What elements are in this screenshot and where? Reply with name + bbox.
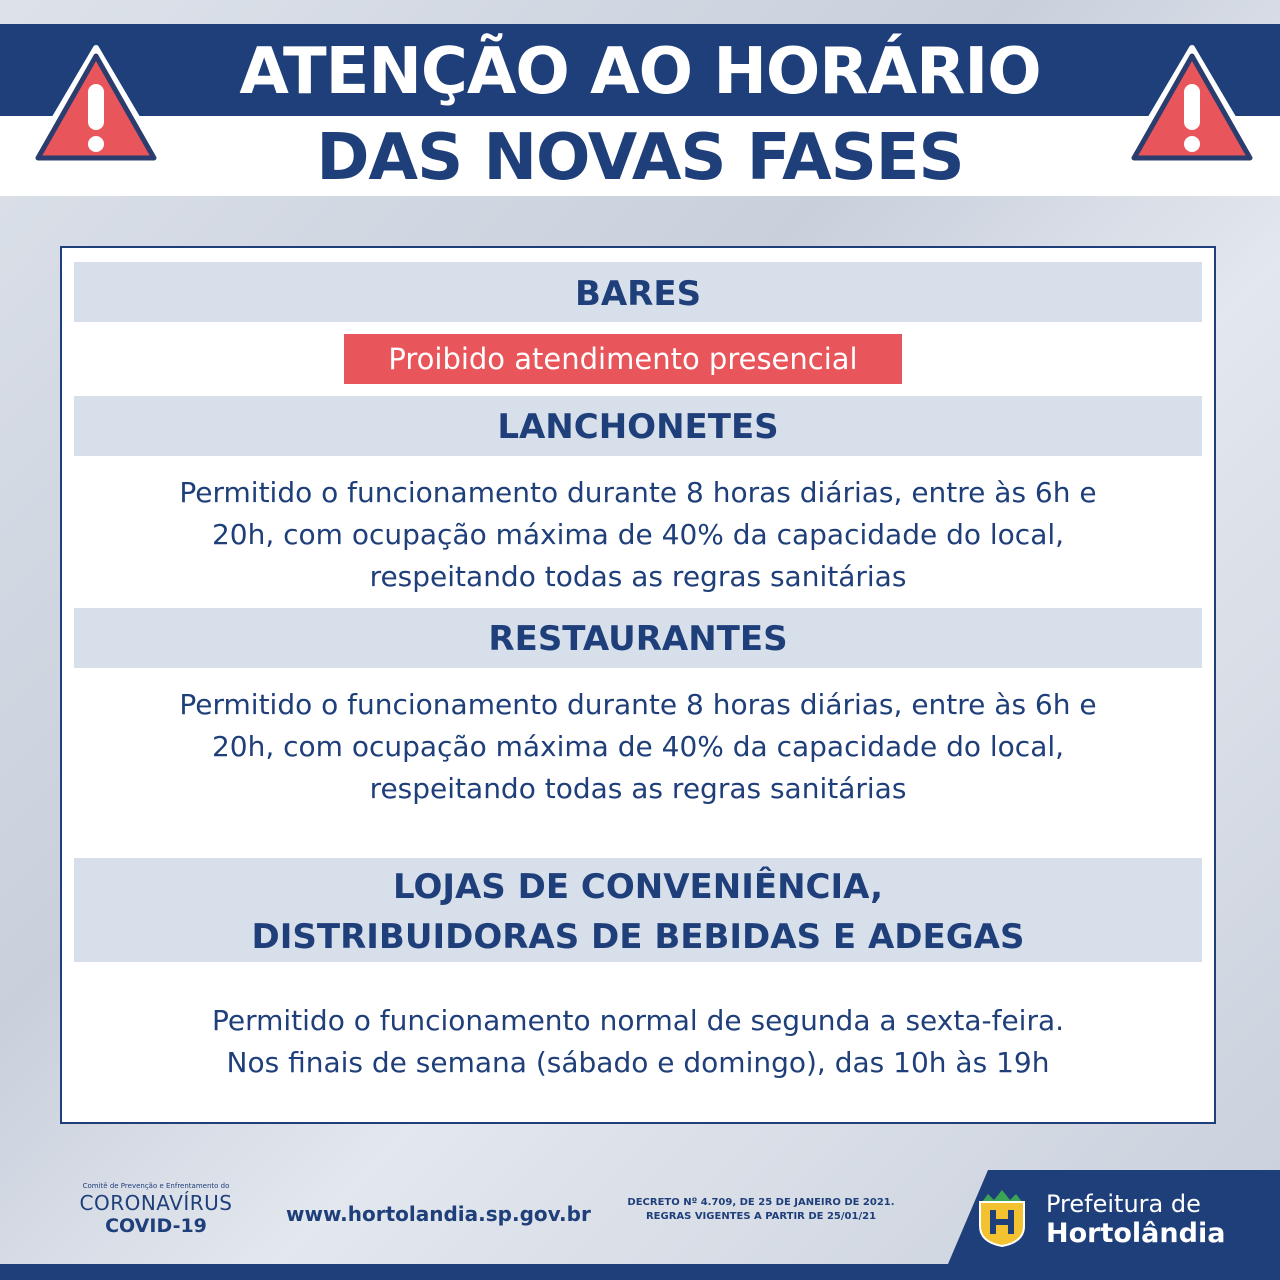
committee-small-text: Comitê de Prevenção e Enfrentamento do	[82, 1182, 230, 1190]
text-line: Permitido o funcionamento normal de segunda a sexta-feira.	[211, 1004, 1065, 1037]
heading-line: LOJAS DE CONVENIÊNCIA,	[392, 867, 884, 907]
city-crest-icon	[974, 1188, 1030, 1248]
page-title-line2: DAS NOVAS FASES	[316, 121, 964, 195]
text-line: Permitido o funcionamento durante 8 horas diárias, entre às 6h e	[179, 476, 1097, 509]
text-line: respeitando todas as regras sanitárias	[369, 560, 907, 593]
footer	[0, 1170, 1280, 1280]
prefeitura-line1: Prefeitura de	[1046, 1190, 1201, 1218]
committee-covid-text: COVID-19	[105, 1215, 207, 1237]
prefeitura-line2: Hortolândia	[1046, 1218, 1226, 1249]
section-heading-lanchonetes: LANCHONETES	[74, 396, 1202, 456]
text-line: Permitido o funcionamento durante 8 horas diárias, entre às 6h e	[179, 688, 1097, 721]
rules-card	[60, 246, 1216, 1124]
section-text-restaurantes	[74, 684, 1202, 810]
text-line: Nos finais de semana (sábado e domingo), das 10h às 19h	[226, 1046, 1050, 1079]
decree-note	[612, 1196, 910, 1224]
section-heading-lojas	[74, 858, 1202, 962]
text-line: 20h, com ocupação máxima de 40% da capacidade do local,	[211, 518, 1065, 551]
section-heading-bares: BARES	[74, 262, 1202, 322]
covid-committee-logo	[66, 1182, 246, 1237]
prefeitura-logo-text	[1046, 1190, 1225, 1250]
page-title-line1: ATENÇÃO AO HORÁRIO	[239, 35, 1041, 109]
committee-corona-text: CORONAVÍRUS	[79, 1191, 233, 1215]
heading-line: DISTRIBUIDORAS DE BEBIDAS E ADEGAS	[251, 917, 1025, 957]
prohibited-notice: Proibido atendimento presencial	[344, 334, 902, 384]
decree-line: REGRAS VIGENTES A PARTIR DE 25/01/21	[645, 1211, 877, 1222]
footer-strip	[0, 1264, 1280, 1280]
section-text-lanchonetes	[74, 472, 1202, 598]
text-line: respeitando todas as regras sanitárias	[369, 772, 907, 805]
section-text-lojas	[74, 1000, 1202, 1084]
text-line: 20h, com ocupação máxima de 40% da capacidade do local,	[211, 730, 1065, 763]
section-heading-restaurantes: RESTAURANTES	[74, 608, 1202, 668]
website-link[interactable]: www.hortolandia.sp.gov.br	[286, 1202, 591, 1226]
decree-line: DECRETO Nº 4.709, DE 25 DE JANEIRO DE 2021.	[627, 1197, 895, 1208]
